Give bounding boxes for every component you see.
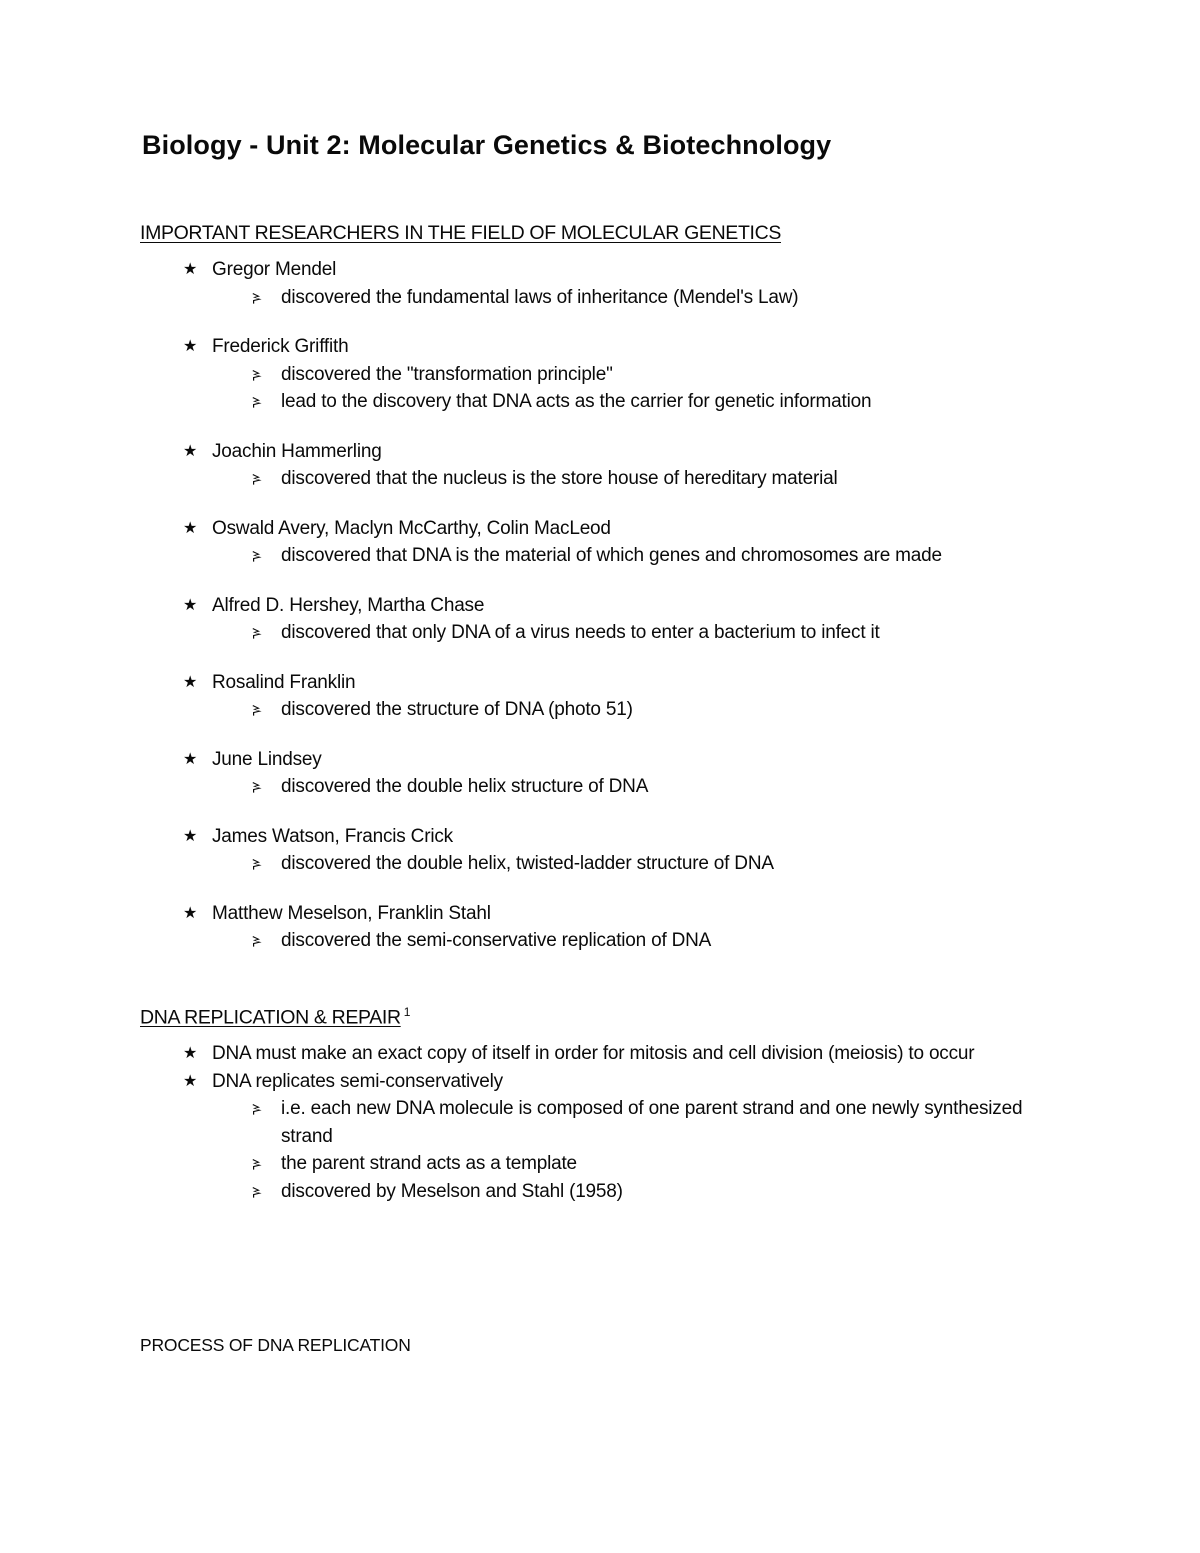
sub-list-item [140, 361, 1070, 389]
section-heading-text: DNA REPLICATION & REPAIR [140, 1006, 401, 1028]
star-bullet-icon: ★ [183, 596, 198, 614]
sub-list-item-text: discovered the semi-conservative replication of DNA [281, 930, 712, 951]
sub-list-item [140, 696, 1070, 724]
list-item [140, 900, 1070, 928]
list-item-text: DNA replicates semi-conservatively [212, 1070, 503, 1092]
star-bullet-icon: ★ [183, 261, 198, 278]
list-item [140, 515, 1070, 543]
bullet-group [140, 669, 1070, 724]
flourish-arrow-bullet-icon [252, 542, 281, 563]
sub-list-item [140, 1178, 1070, 1206]
list-item [140, 256, 1070, 284]
list-item [140, 746, 1070, 774]
section-important-researchers [140, 220, 1070, 955]
bullet-group [140, 746, 1070, 801]
page-title: Biology - Unit 2: Molecular Genetics & Biotechnology [142, 130, 832, 160]
flourish-arrow-bullet-icon [252, 927, 281, 948]
section-dna-replication-repair [140, 999, 1070, 1206]
list-item [140, 1040, 1070, 1068]
flourish-arrow-bullet-icon [252, 1178, 281, 1199]
flourish-arrow-bullet-icon [252, 1095, 281, 1116]
flourish-arrow-bullet-icon [252, 850, 281, 871]
bullet-group [140, 1040, 1070, 1205]
sub-list-item [140, 388, 1070, 416]
flourish-arrow-bullet-icon [252, 773, 281, 794]
sub-list-item [140, 619, 1070, 647]
sub-list-item [140, 542, 1070, 570]
list-item [140, 669, 1070, 697]
sub-list-item [140, 1150, 1070, 1178]
bullet-group [140, 256, 1070, 311]
bullet-group [140, 438, 1070, 493]
sub-list-item [140, 284, 1070, 312]
bullet-group [140, 592, 1070, 647]
star-bullet-icon: ★ [183, 338, 198, 355]
sub-list-item-text: discovered the structure of DNA (photo 51) [281, 699, 633, 720]
sub-list-item [140, 1095, 1070, 1150]
bullet-group [140, 515, 1070, 570]
list-item-text: Alfred D. Hershey, Martha Chase [212, 594, 485, 616]
list-item-text: Matthew Meselson, Franklin Stahl [212, 902, 491, 924]
sub-list-item-text: lead to the discovery that DNA acts as the carrier for genetic information [281, 391, 872, 412]
sub-list-item [140, 850, 1070, 878]
sub-list-item-text: discovered the "transformation principle" [281, 363, 613, 385]
sub-list-item [140, 927, 1070, 955]
bullet-group [140, 900, 1070, 955]
footer-section-heading-text: PROCESS OF DNA REPLICATION [140, 1335, 411, 1355]
sub-list-item [140, 465, 1070, 493]
flourish-arrow-bullet-icon [252, 284, 281, 305]
star-bullet-icon: ★ [183, 827, 198, 845]
star-bullet-icon: ★ [183, 750, 198, 768]
spacer [140, 162, 1070, 220]
spacer [140, 955, 1070, 999]
star-bullet-icon: ★ [183, 442, 198, 460]
list-item [140, 1068, 1070, 1096]
sub-list-item-text: discovered the double helix structure of DNA [281, 776, 649, 797]
star-bullet-icon: ★ [183, 904, 198, 922]
star-bullet-icon: ★ [183, 1072, 198, 1090]
sub-list-item-text: i.e. each new DNA molecule is composed of one parent strand and one newly synthesized strand [281, 1098, 1023, 1147]
spacer [140, 1205, 1070, 1333]
flourish-arrow-bullet-icon [252, 619, 281, 640]
flourish-arrow-bullet-icon [252, 696, 281, 717]
list-item [140, 592, 1070, 620]
list-item-text: Frederick Griffith [212, 336, 349, 357]
footer-section-heading [140, 1333, 1070, 1357]
spacer [140, 246, 1070, 256]
star-bullet-icon: ★ [183, 1045, 198, 1062]
sub-list-item-text: discovered that only DNA of a virus needs to enter a bacterium to infect it [281, 622, 880, 643]
list-item [140, 333, 1070, 361]
sub-list-item-text: discovered that the nucleus is the store house of hereditary material [281, 468, 838, 489]
sub-list-item [140, 773, 1070, 801]
flourish-arrow-bullet-icon [252, 388, 281, 409]
flourish-arrow-bullet-icon [252, 465, 281, 486]
star-bullet-icon: ★ [183, 519, 198, 537]
list-item-text: Gregor Mendel [212, 259, 337, 280]
flourish-arrow-bullet-icon [252, 1150, 281, 1171]
bullet-group [140, 823, 1070, 878]
list-item-text: Rosalind Franklin [212, 671, 356, 693]
sub-list-item-text: discovered that DNA is the material of which genes and chromosomes are made [281, 545, 942, 566]
footnote-marker: 1 [403, 1004, 411, 1019]
spacer [140, 1030, 1070, 1040]
list-item [140, 823, 1070, 851]
section-heading [140, 220, 1070, 246]
list-item-text: June Lindsey [212, 748, 322, 770]
sub-list-item-text: discovered by Meselson and Stahl (1958) [281, 1180, 623, 1202]
section-heading-text: IMPORTANT RESEARCHERS IN THE FIELD OF MOLECULAR GENETICS [140, 222, 781, 244]
flourish-arrow-bullet-icon [252, 361, 281, 382]
list-item-text: James Watson, Francis Crick [212, 825, 453, 847]
section-heading [140, 999, 1070, 1031]
document-body [140, 128, 1070, 1357]
list-item-text: Oswald Avery, Maclyn McCarthy, Colin MacLeod [212, 517, 611, 539]
sub-list-item-text: discovered the double helix, twisted-ladder structure of DNA [281, 853, 774, 874]
sub-list-item-text: the parent strand acts as a template [281, 1153, 577, 1174]
list-item-text: DNA must make an exact copy of itself in order for mitosis and cell division (meiosis) to occur [212, 1043, 975, 1064]
sub-list-item-text: discovered the fundamental laws of inheritance (Mendel's Law) [281, 286, 799, 308]
list-item [140, 438, 1070, 466]
star-bullet-icon: ★ [183, 673, 198, 691]
list-item-text: Joachin Hammerling [212, 440, 382, 462]
bullet-group [140, 333, 1070, 416]
